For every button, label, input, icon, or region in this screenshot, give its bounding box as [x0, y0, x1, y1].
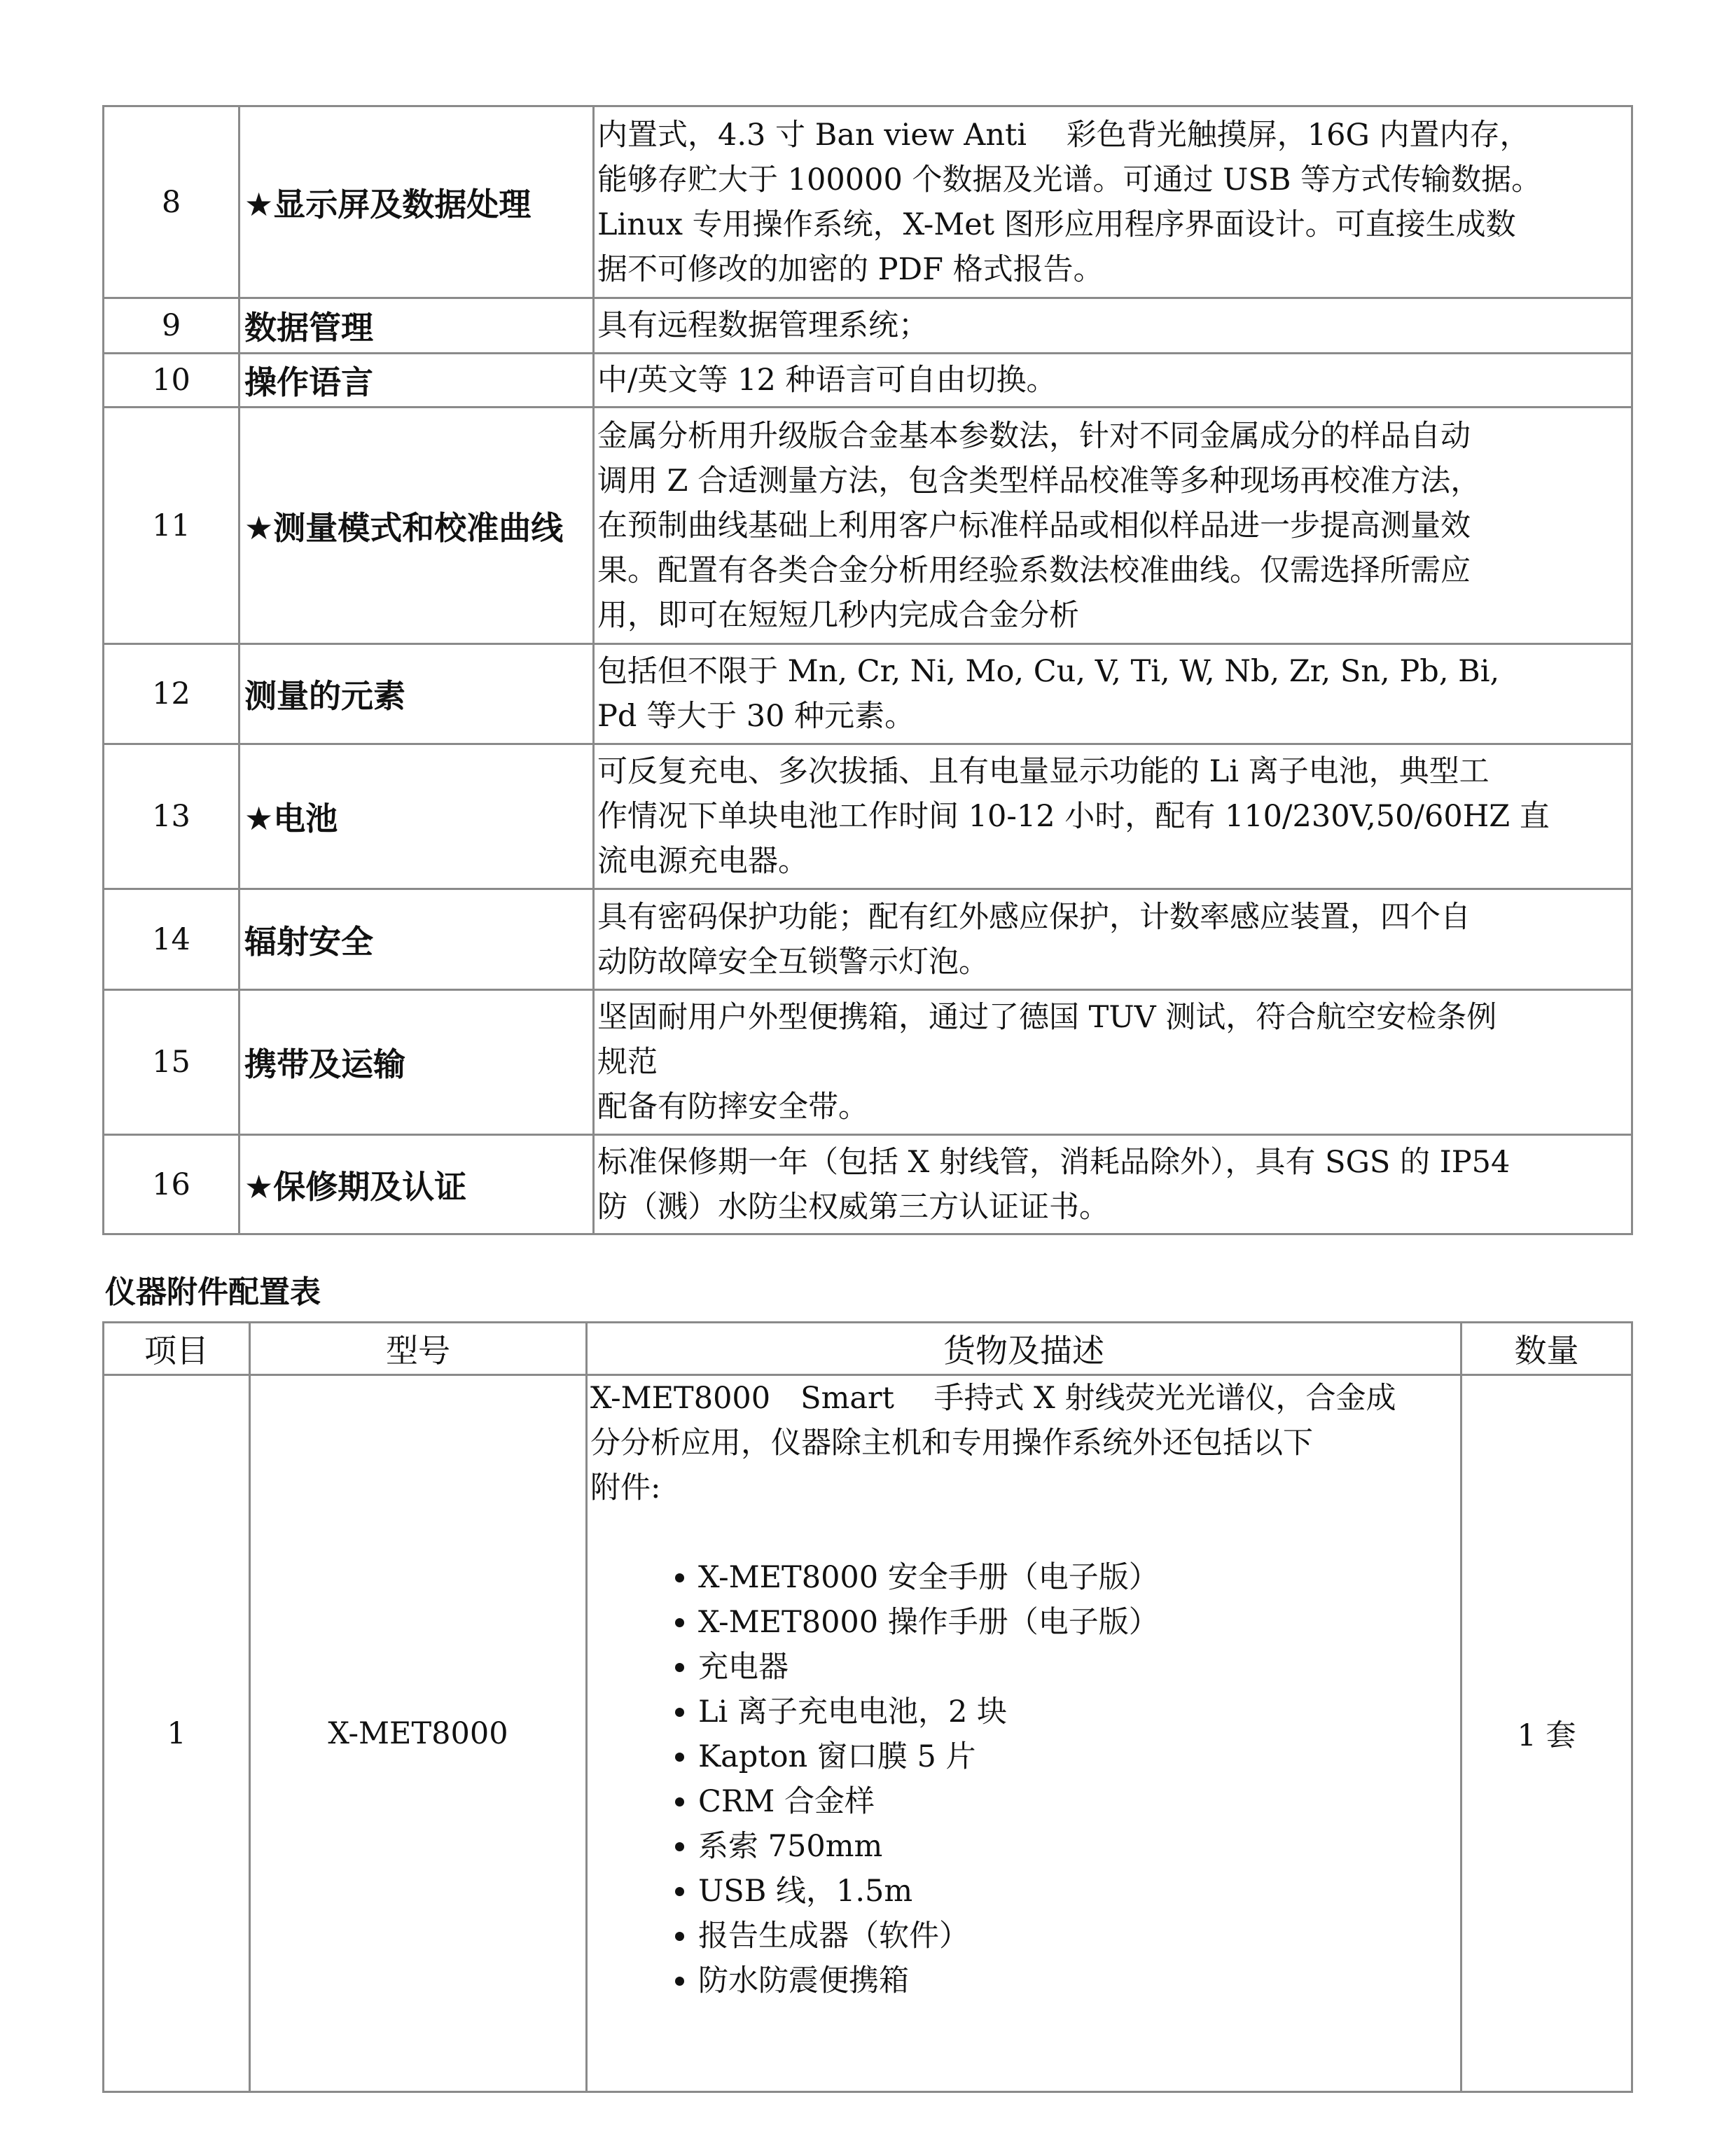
spec-description: 中/英文等 12 种语言可自由切换。: [594, 354, 1632, 408]
row-number: 12: [104, 644, 239, 744]
header-item: 项目: [104, 1323, 250, 1375]
intro-line: X-MET8000 Smart 手持式 X 射线荧光光谱仪，合金成: [590, 1381, 1396, 1416]
spec-row-12: [104, 644, 1632, 744]
header-model: 型号: [250, 1323, 587, 1375]
spec-name: 携带及运输: [239, 990, 594, 1135]
accessory-description: [587, 1375, 1461, 2092]
accessory-table: [102, 1321, 1633, 2093]
list-item: • 报告生成器（软件）: [698, 1914, 1457, 1958]
spec-row-8: [104, 106, 1632, 298]
row-number: 16: [104, 1135, 239, 1234]
spec-name: ★保修期及认证: [239, 1135, 594, 1234]
intro-line: 附件:: [590, 1470, 661, 1505]
spec-name: 测量的元素: [239, 644, 594, 744]
spec-row-9: [104, 298, 1632, 354]
spec-row-16: [104, 1135, 1632, 1234]
accessory-quantity: 1 套: [1461, 1375, 1632, 2092]
spec-description: 具有远程数据管理系统；: [594, 298, 1632, 354]
spec-row-14: [104, 889, 1632, 990]
spec-description: 坚固耐用户外型便携箱，通过了德国 TUV 测试，符合航空安检条例 规范 配备有防摔安全带。: [594, 990, 1632, 1135]
row-number: 11: [104, 408, 239, 644]
list-item: • USB 线，1.5m: [698, 1869, 1457, 1914]
row-number: 9: [104, 298, 239, 354]
list-item: • X-MET8000 安全手册（电子版）: [698, 1555, 1457, 1600]
accessory-row: [104, 1375, 1632, 2092]
spec-name: ★显示屏及数据处理: [239, 106, 594, 298]
list-item: • CRM 合金样: [698, 1779, 1457, 1824]
spec-name: ★测量模式和校准曲线: [239, 408, 594, 644]
accessory-list: [590, 1555, 1457, 2003]
list-item: • X-MET8000 操作手册（电子版）: [698, 1600, 1457, 1645]
spec-row-13: [104, 744, 1632, 889]
spec-table: [102, 105, 1633, 1235]
spec-description: 包括但不限于 Mn, Cr, Ni, Mo, Cu, V, Ti, W, Nb, Zr, Sn, Pb, Bi, Pd 等大于 30 种元素。: [594, 644, 1632, 744]
row-number: 10: [104, 354, 239, 408]
row-number: 8: [104, 106, 239, 298]
accessory-model: X-MET8000: [250, 1375, 587, 2092]
accessory-item-number: 1: [104, 1375, 250, 2092]
spec-name: 数据管理: [239, 298, 594, 354]
accessory-section-title: 仪器附件配置表: [105, 1274, 321, 1310]
spec-description: 内置式，4.3 寸 Ban view Anti 彩色背光触摸屏，16G 内置内存， 能够存贮大于 100000 个数据及光谱。可通过 USB 等方式传输数据。 Linux 专用操作系统，X-Met 图形应用程序界面设计。可直接生成数 据不可修改的加密的 PDF 格式报告。: [594, 106, 1632, 298]
row-number: 13: [104, 744, 239, 889]
list-item: • 充电器: [698, 1645, 1457, 1690]
spec-description: 金属分析用升级版合金基本参数法，针对不同金属成分的样品自动 调用 Z 合适测量方法，包含类型样品校准等多种现场再校准方法， 在预制曲线基础上利用客户标准样品或相似样品进一步提高测量效 果。配置有各类合金分析用经验系数法校准曲线。仅需选择所需应 用，即可在短短几秒内完成合金分析: [594, 408, 1632, 644]
list-item: • 系索 750mm: [698, 1824, 1457, 1869]
row-number: 14: [104, 889, 239, 990]
spec-row-10: [104, 354, 1632, 408]
row-number: 15: [104, 990, 239, 1135]
header-quantity: 数量: [1461, 1323, 1632, 1375]
list-item: • Li 离子充电电池，2 块: [698, 1690, 1457, 1734]
header-description: 货物及描述: [587, 1323, 1461, 1375]
spec-name: 辐射安全: [239, 889, 594, 990]
spec-description: 具有密码保护功能；配有红外感应保护，计数率感应装置，四个自 动防故障安全互锁警示灯泡。: [594, 889, 1632, 990]
spec-row-11: [104, 408, 1632, 644]
spec-description: 标准保修期一年（包括 X 射线管，消耗品除外），具有 SGS 的 IP54 防（溅）水防尘权威第三方认证证书。: [594, 1135, 1632, 1234]
list-item: • 防水防震便携箱: [698, 1958, 1457, 2003]
accessory-header-row: [104, 1323, 1632, 1375]
spec-row-15: [104, 990, 1632, 1135]
intro-line: 分分析应用，仪器除主机和专用操作系统外还包括以下: [590, 1426, 1313, 1461]
accessory-intro: [590, 1376, 1457, 1510]
spec-name: 操作语言: [239, 354, 594, 408]
spec-description: 可反复充电、多次拔插、且有电量显示功能的 Li 离子电池，典型工 作情况下单块电池工作时间 10-12 小时，配有 110/230V,50/60HZ 直 流电源充电器。: [594, 744, 1632, 889]
spec-name: ★电池: [239, 744, 594, 889]
list-item: • Kapton 窗口膜 5 片: [698, 1734, 1457, 1779]
